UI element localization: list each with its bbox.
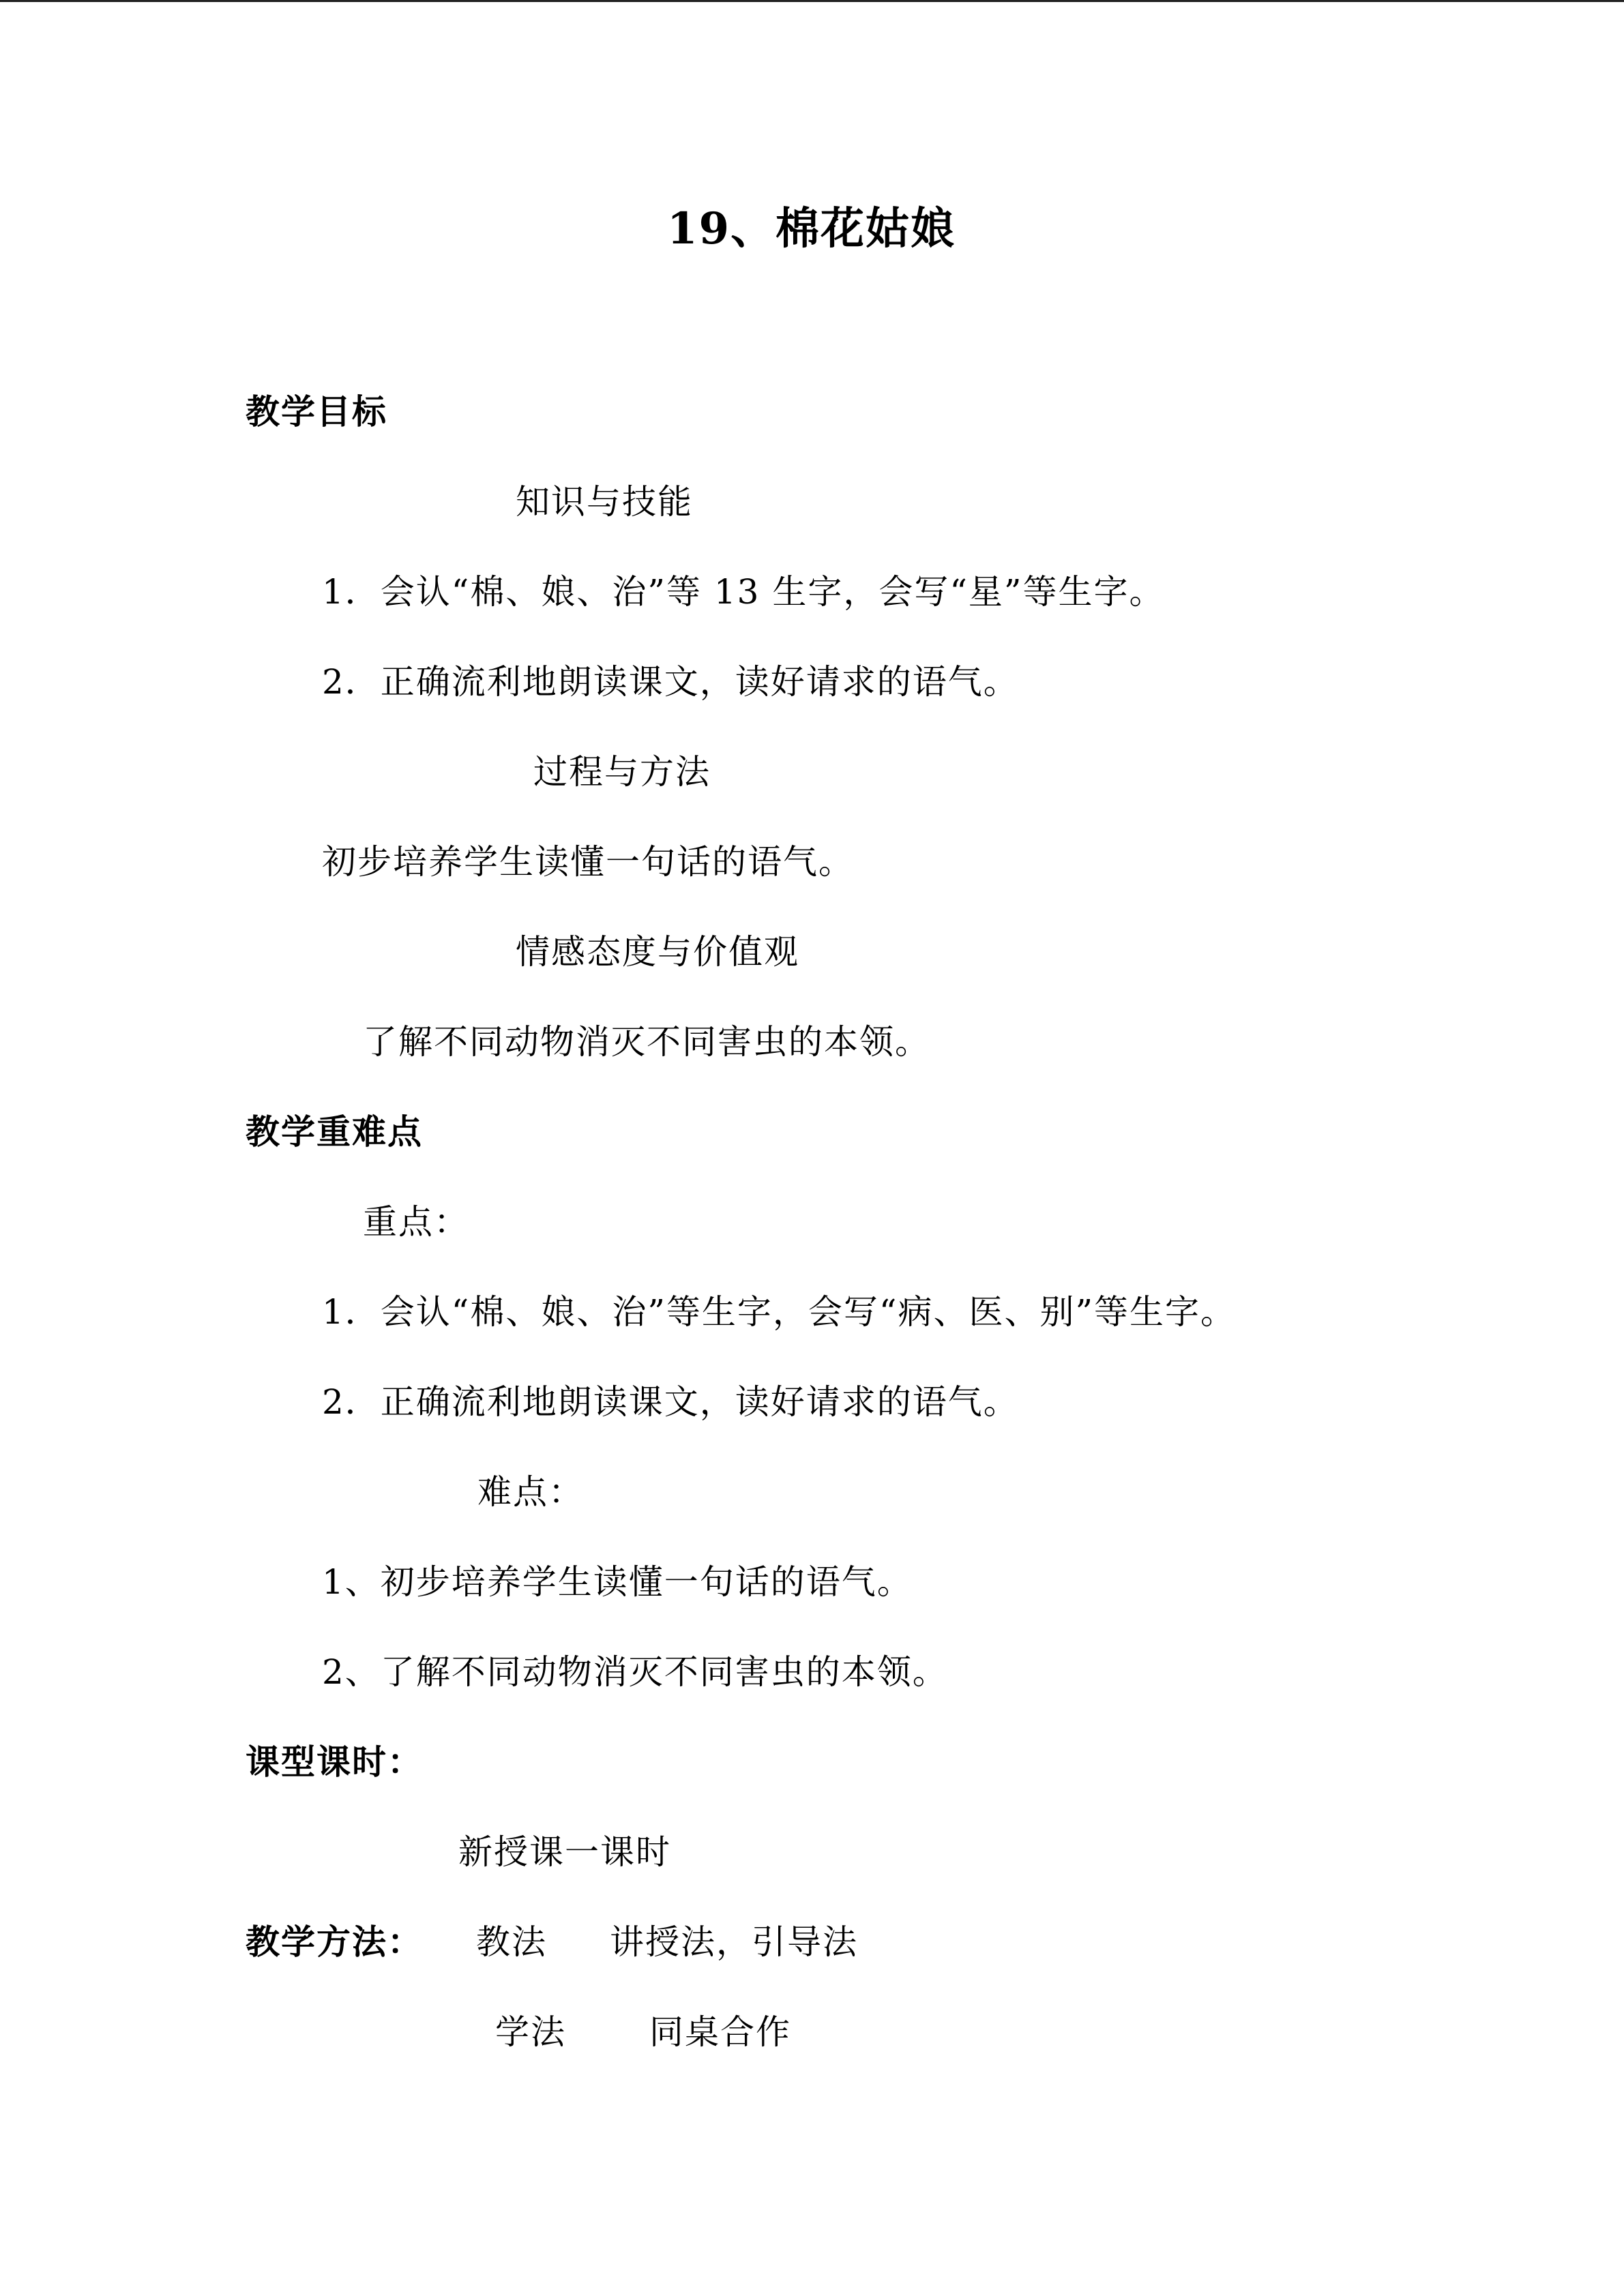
lesson-type-text: 新授课一课时 xyxy=(458,1832,671,1872)
objectives-heading: 教学目标 xyxy=(246,391,387,432)
key-points-heading: 教学重难点 xyxy=(246,1112,423,1152)
knowledge-item-1: 1．会认“棉、娘、治”等 13 生字，会写“星”等生字。 xyxy=(322,572,1165,612)
emotion-subheading: 情感态度与价值观 xyxy=(516,932,799,972)
process-subheading: 过程与方法 xyxy=(533,752,711,792)
page-title: 19、棉花姑娘 xyxy=(667,203,956,254)
page-top-border xyxy=(0,0,1624,2)
lesson-type-heading: 课型课时： xyxy=(246,1742,423,1782)
learning-method-text: 同桌合作 xyxy=(649,2012,791,2052)
difficulty-label: 难点： xyxy=(477,1472,584,1512)
teaching-method-label: 教法 xyxy=(476,1922,547,1962)
methods-heading: 教学方法： xyxy=(246,1922,423,1962)
process-text: 初步培养学生读懂一句话的语气。 xyxy=(322,842,854,882)
focus-label: 重点： xyxy=(363,1202,469,1242)
difficulty-item-2: 2、了解不同动物消灭不同害虫的本领。 xyxy=(322,1652,948,1692)
focus-item-1: 1．会认“棉、娘、治”等生字，会写“病、医、别”等生字。 xyxy=(322,1292,1237,1332)
knowledge-subheading: 知识与技能 xyxy=(516,482,693,522)
knowledge-item-2: 2．正确流利地朗读课文，读好请求的语气。 xyxy=(322,662,1019,702)
learning-method-label: 学法 xyxy=(495,2012,566,2052)
emotion-text: 了解不同动物消灭不同害虫的本领。 xyxy=(363,1022,930,1062)
difficulty-item-1: 1、初步培养学生读懂一句话的语气。 xyxy=(322,1562,913,1602)
teaching-method-text: 讲授法，引导法 xyxy=(610,1922,858,1962)
focus-item-2: 2．正确流利地朗读课文，读好请求的语气。 xyxy=(322,1382,1019,1422)
